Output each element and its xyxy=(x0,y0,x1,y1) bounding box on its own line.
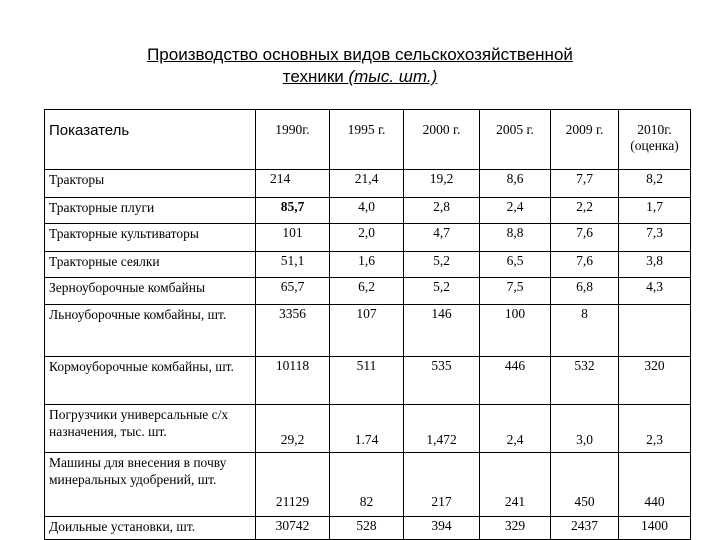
row-value: 2,4 xyxy=(480,405,551,453)
table-row xyxy=(45,405,691,453)
row-label: Машины для внесения в почву минеральных удобрений, шт. xyxy=(45,453,256,517)
header-year-2000: 2000 г. xyxy=(404,110,480,170)
row-value: 107 xyxy=(330,305,404,357)
table-row xyxy=(45,170,691,198)
table-row xyxy=(45,224,691,252)
table-row xyxy=(45,517,691,540)
table-row xyxy=(45,252,691,278)
row-value: 7,6 xyxy=(551,252,619,278)
row-value: 2,4 xyxy=(480,198,551,224)
row-value: 4,0 xyxy=(330,198,404,224)
row-value: 535 xyxy=(404,357,480,405)
row-value: 511 xyxy=(330,357,404,405)
row-value: 1400 xyxy=(619,517,691,540)
row-value: 1,7 xyxy=(619,198,691,224)
row-value: 10118 xyxy=(256,357,330,405)
row-value: 2,3 xyxy=(619,405,691,453)
row-value: 146 xyxy=(404,305,480,357)
row-value: 214 xyxy=(256,170,330,198)
row-value: 3,0 xyxy=(551,405,619,453)
row-value: 82 xyxy=(330,453,404,517)
row-value xyxy=(619,305,691,357)
row-value: 21129 xyxy=(256,453,330,517)
header-indicator: Показатель xyxy=(45,110,256,170)
row-value: 241 xyxy=(480,453,551,517)
row-value: 65,7 xyxy=(256,278,330,305)
title-line-2 xyxy=(283,67,437,86)
row-value: 440 xyxy=(619,453,691,517)
production-table xyxy=(44,109,691,540)
row-value: 446 xyxy=(480,357,551,405)
title-line-2-unit: (тыс. шт.) xyxy=(348,67,438,86)
row-label: Зерноуборочные комбайны xyxy=(45,278,256,305)
header-estimate-note: (оценка) xyxy=(630,138,679,153)
row-value: 528 xyxy=(330,517,404,540)
row-value: 7,3 xyxy=(619,224,691,252)
header-row xyxy=(45,110,691,170)
row-value: 5,2 xyxy=(404,278,480,305)
row-value: 1,472 xyxy=(404,405,480,453)
row-value: 4,3 xyxy=(619,278,691,305)
table-row xyxy=(45,198,691,224)
document-title xyxy=(60,44,660,88)
row-label: Тракторы xyxy=(45,170,256,198)
row-value: 30742 xyxy=(256,517,330,540)
row-value: 532 xyxy=(551,357,619,405)
row-label: Тракторные плуги xyxy=(45,198,256,224)
table-row xyxy=(45,305,691,357)
row-value: 3,8 xyxy=(619,252,691,278)
row-value: 101 xyxy=(256,224,330,252)
row-value: 8,2 xyxy=(619,170,691,198)
header-year-1995: 1995 г. xyxy=(330,110,404,170)
row-value: 21,4 xyxy=(330,170,404,198)
row-label: Доильные установки, шт. xyxy=(45,517,256,540)
title-line-2-text: техники xyxy=(282,67,349,86)
row-value: 2,2 xyxy=(551,198,619,224)
row-value: 6,2 xyxy=(330,278,404,305)
table-row xyxy=(45,357,691,405)
row-value: 1,6 xyxy=(330,252,404,278)
row-value: 5,2 xyxy=(404,252,480,278)
table-row xyxy=(45,453,691,517)
row-value: 2,8 xyxy=(404,198,480,224)
header-year-2005: 2005 г. xyxy=(480,110,551,170)
row-label: Погрузчики универсальные с/х назначения, тыс. шт. xyxy=(45,405,256,453)
row-value: 85,7 xyxy=(256,198,330,224)
row-value: 8,8 xyxy=(480,224,551,252)
row-value: 19,2 xyxy=(404,170,480,198)
row-value: 7,5 xyxy=(480,278,551,305)
row-value: 7,6 xyxy=(551,224,619,252)
row-value: 2437 xyxy=(551,517,619,540)
row-value: 6,8 xyxy=(551,278,619,305)
row-label: Кормоуборочные комбайны, шт. xyxy=(45,357,256,405)
table-row xyxy=(45,278,691,305)
row-value: 394 xyxy=(404,517,480,540)
row-value: 6,5 xyxy=(480,252,551,278)
row-value: 7,7 xyxy=(551,170,619,198)
row-value: 320 xyxy=(619,357,691,405)
row-value: 8 xyxy=(551,305,619,357)
row-value: 217 xyxy=(404,453,480,517)
header-year-1990: 1990г. xyxy=(256,110,330,170)
row-value: 4,7 xyxy=(404,224,480,252)
row-value: 100 xyxy=(480,305,551,357)
title-line-1: Производство основных видов сельскохозяйственной xyxy=(147,45,573,64)
row-label: Льноуборочные комбайны, шт. xyxy=(45,305,256,357)
row-value: 3356 xyxy=(256,305,330,357)
row-label: Тракторные сеялки xyxy=(45,252,256,278)
row-value: 51,1 xyxy=(256,252,330,278)
header-year-2009: 2009 г. xyxy=(551,110,619,170)
row-label: Тракторные культиваторы xyxy=(45,224,256,252)
row-value: 450 xyxy=(551,453,619,517)
header-year-2010-label: 2010г. xyxy=(637,122,672,137)
row-value: 329 xyxy=(480,517,551,540)
row-value: 29,2 xyxy=(256,405,330,453)
row-value: 2,0 xyxy=(330,224,404,252)
row-value: 8,6 xyxy=(480,170,551,198)
header-year-2010 xyxy=(619,110,691,170)
row-value: 1.74 xyxy=(330,405,404,453)
